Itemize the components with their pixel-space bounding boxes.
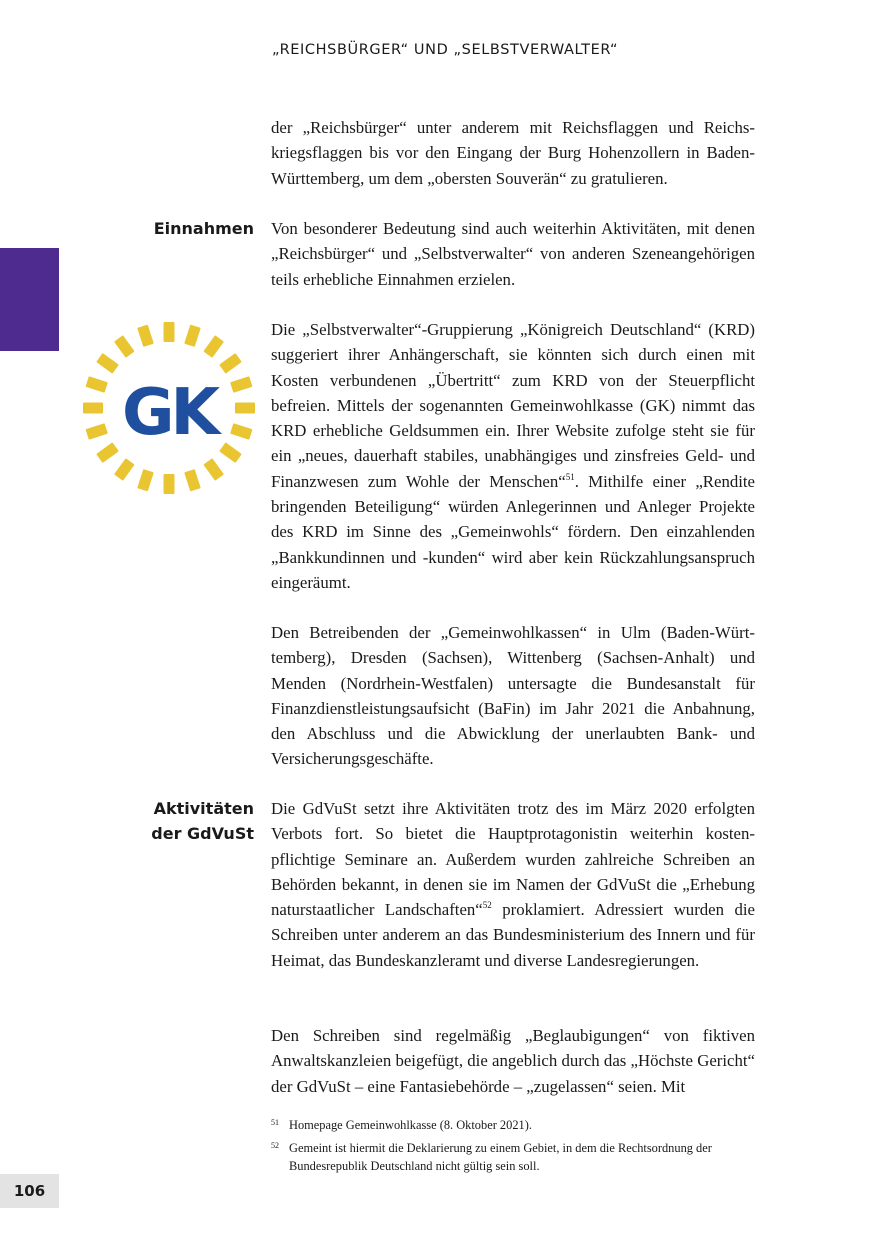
- running-head-title: „REICHSBÜRGER“ UND „SELBSTVERWALTER“: [272, 42, 619, 58]
- paragraph-gdvust: [271, 796, 755, 973]
- margin-label-aktivitaeten: [100, 796, 254, 846]
- margin-label-einnahmen: [100, 216, 254, 241]
- footnote-number: 51: [271, 1118, 279, 1127]
- margin-label-einnahmen-text: Einnahmen: [153, 219, 254, 238]
- paragraph-beglaubigungen: Den Schreiben sind regelmäßig „Beglaubigungen“ von fiktiven Anwaltskanzleien beigefügt, die angeblich durch das „Höchste Gericht“ der GdVuSt – eine Fantasiebehörde – „zugelassen“ seien. Mit: [271, 1026, 755, 1096]
- margin-label-aktivitaeten-line2: der GdVuSt: [151, 824, 254, 844]
- paragraph-krd-gemeinwohlkasse: [271, 317, 755, 595]
- gemeinwohlkasse-logo-icon: [82, 320, 256, 496]
- footnote-51: [271, 1116, 755, 1135]
- paragraph-einnahmen: Von besonderer Bedeutung sind auch weiterhin Aktivitäten, mit denen „Reichsbürger“ und „Selbstverwalter“ von anderen Szeneangehörigen teils erhebliche Einnahmen erzielen.: [271, 219, 755, 289]
- paragraph-krd-part-1: Die „Selbstverwalter“-Gruppierung „Königreich Deutschland“ (KRD) suggeriert ihrer Anhängerschaft, sie könnten sich durch einen mit Kosten verbundenen „Übertritt“ zum KRD von der Steuerpflicht befreien. Mittels der sogenannten Gemeinwohlkasse (GK) nimmt das KRD erhebliche Geldsummen ein. Ihrer Website zufolge steht sie für ein „neues, dauerhaft stabiles, unabhängiges und zinsfreies Geld- und Finanzwesen zum Wohle der Menschen“: [271, 320, 755, 491]
- paragraph-bafin: Den Betreibenden der „Gemeinwohlkassen“ in Ulm (Baden-Württemberg), Dresden (Sachsen), Wittenberg (Sachsen-Anhalt) und Menden (Nordrhein-Westfalen) untersagte die Bundesanstalt für Finanzdienstleistungsaufsicht (BaFin) im Jahr 2021 die Anbahnung, den Abschluss und die Abwicklung der unerlaubten Bank- und Versicherungsgeschäfte.: [271, 623, 755, 769]
- paragraph-gdvust-part-2: proklamiert. Adressiert wurden die Schreiben unter anderem an das Bundesministerium des Innern und für Heimat, das Bundeskanzleramt und diverse Landesregierungen.: [271, 900, 755, 970]
- footnote-52: [271, 1139, 755, 1176]
- footnote-ref-51[interactable]: 51: [565, 471, 575, 482]
- footnote-text: Gemeint ist hiermit die Deklarierung zu einem Gebiet, in dem die Rechtsordnung der Bundesrepublik Deutschland nicht gültig sein soll.: [289, 1140, 712, 1173]
- page-number: 106: [0, 1174, 59, 1208]
- footnote-number: 52: [271, 1140, 279, 1150]
- footnote-text: Homepage Gemeinwohlkasse (8. Oktober 2021).: [289, 1118, 532, 1132]
- margin-label-aktivitaeten-line1: Aktivitäten: [153, 799, 254, 818]
- paragraph-krd-part-2: . Mithilfe einer „Rendite bringenden Beteiligung“ würden Anlegerinnen und Anleger Projekte des KRD im Sinne des „Gemeinwohls“ fördern. Den einzahlenden „Bankkundinnen und -kunden“ wird aber kein Rückzahlungsanspruch eingeräumt.: [271, 471, 755, 592]
- section-tab-marker: [0, 248, 59, 351]
- paragraph-continuation: der „Reichsbürger“ unter anderem mit Reichsflaggen und Reichskriegsflaggen bis vor den Eingang der Burg Hohenzollern in Baden-Württemberg, um dem „obersten Souverän“ zu gratulieren.: [271, 118, 755, 188]
- paragraph-gdvust-part-1: Die GdVuSt setzt ihre Aktivitäten trotz des im März 2020 erfolgten Verbots fort. So bietet die Hauptprotagonistin weiterhin kostenpflichtige Seminare an. Außerdem wurden zahlreiche Schreiben an Behörden bekannt, in denen sie im Namen der GdVuSt die „Erhebung naturstaatlicher Landschaften“: [271, 799, 755, 920]
- gk-logo-graphic: [82, 320, 256, 496]
- footnotes: [271, 1116, 755, 1180]
- footnote-ref-52[interactable]: 52: [482, 900, 492, 911]
- logo-letters: GK: [121, 376, 217, 450]
